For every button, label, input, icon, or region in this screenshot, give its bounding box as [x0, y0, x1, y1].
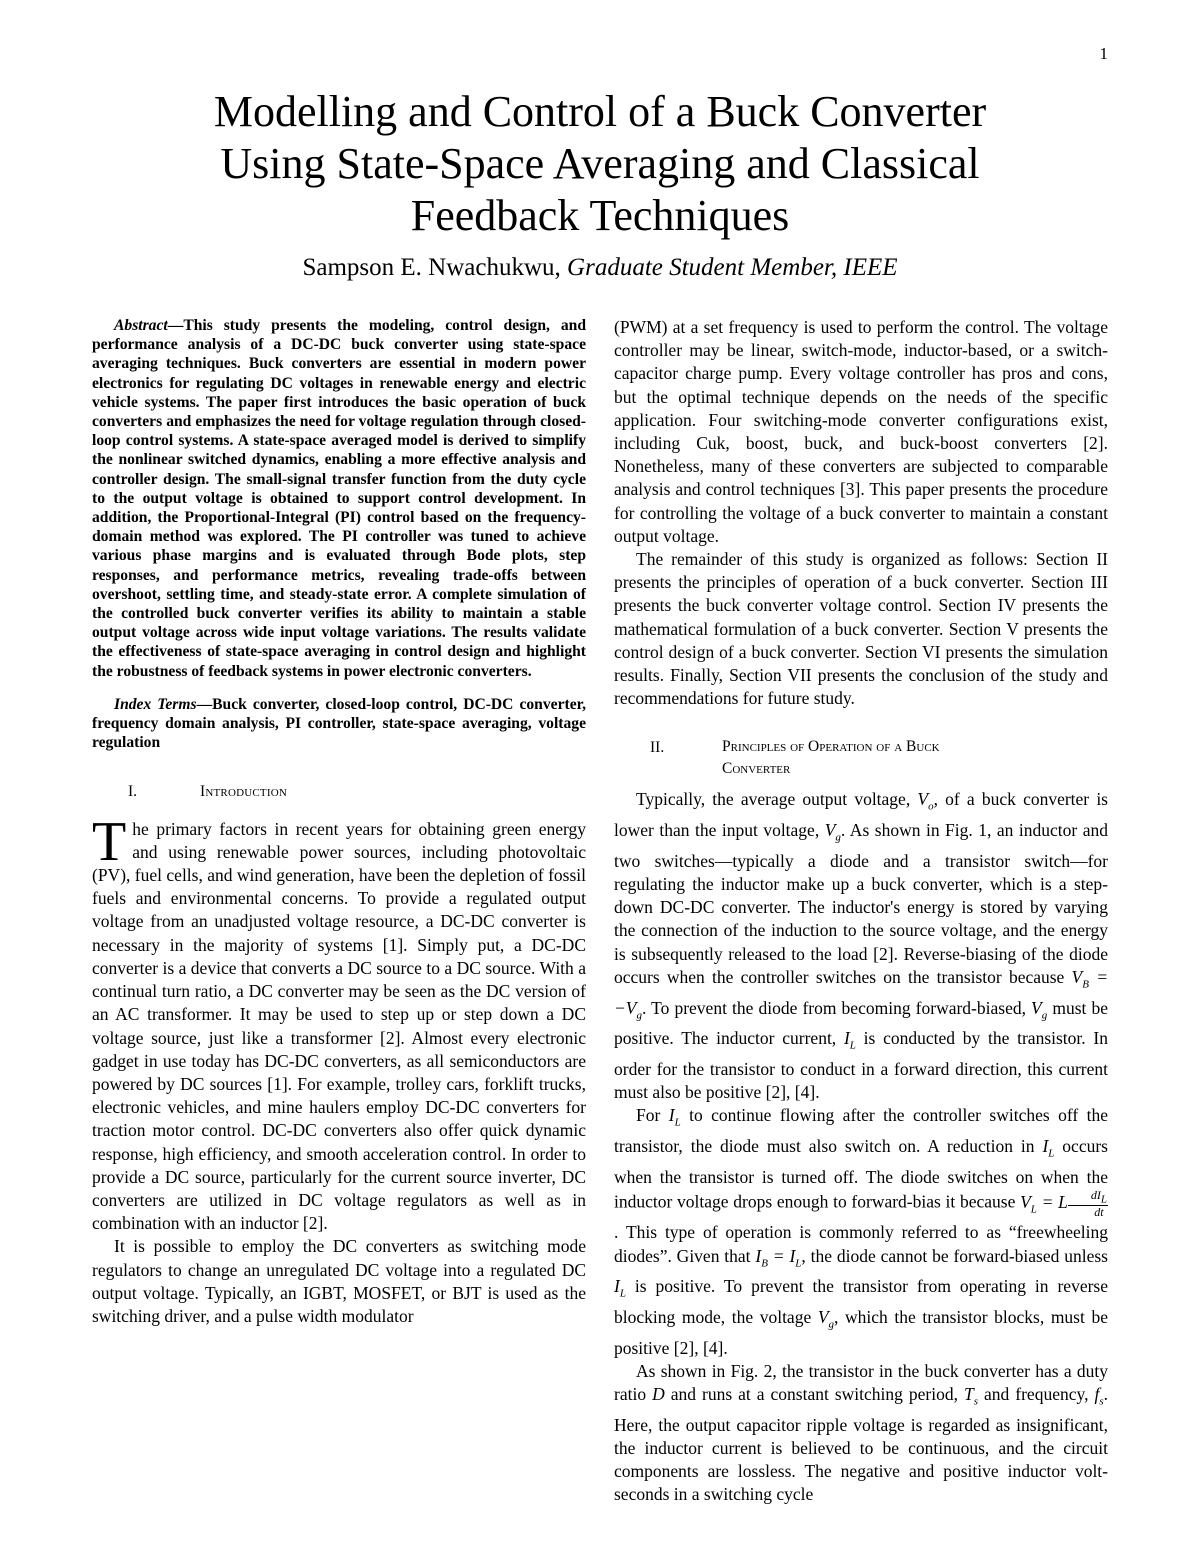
section-heading-principles: [650, 736, 1108, 780]
paper-title: [90, 86, 1110, 242]
abstract-text: —This study presents the modeling, control design, and performance analysis of a DC-DC buck converter using state-space averaging techniques. Buck converters are essential in modern power electronics for regulating DC voltages in renewable energy and electric vehicle systems. The paper first introduces the basic operation of buck converters and emphasizes the need for voltage regulation through closed-loop control systems. A state-space averaged model is derived to simplify the nonlinear switched dynamics, enabling a more effective analysis and controller design. The small-signal transfer function from the duty cycle to the output voltage is obtained to support control development. In addition, the Proportional-Integral (PI) control based on the frequency-domain method was explored. The PI controller was tuned to achieve various phase margins and is evaluated through Bode plots, step responses, and performance metrics, revealing trade-offs between overshoot, settling time, and steady-state error. A complete simulation of the controlled buck converter verifies its ability to maintain a stable output voltage across wide input voltage variations. The results validate the effectiveness of state-space averaging in control design and highlight the robustness of feedback systems in power electronic converters.: [92, 317, 586, 680]
page-number: 1: [1099, 44, 1108, 63]
math-ib-eq: $I_B = I_L$: [755, 1245, 802, 1270]
math-vb-eq: $V_B = -V_g$: [614, 966, 1109, 1022]
index-terms: [92, 695, 586, 753]
title-line: Modelling and Control of a Buck Converter: [213, 87, 987, 136]
author-affiliation: Graduate Student Member, IEEE: [567, 254, 898, 281]
text-run: to continue flowing after the controller switches off the transistor, the diode must also switch on. A reduction in: [614, 1105, 1108, 1157]
section-number: I.: [128, 783, 138, 801]
index-terms-text: —Buck converter, closed-loop control, DC-DC converter, frequency domain analysis, PI controller, state-space averaging, voltage regulation: [92, 695, 586, 752]
text-run: . Here, the output capacitor ripple voltage is regarded as insignificant, the inductor current is believed to be continuous, and the circuit components are lossless. The negative and positive inductor volt-seconds in a switching cycle: [614, 1384, 1108, 1505]
text-run: is conducted by the transistor. In order for the transistor to conduct in a forward direction, this current must also be positive [2], [4].: [614, 1028, 1108, 1103]
principles-paragraph-2: [614, 1104, 1108, 1360]
text-run: As shown in Fig. 2, the transistor in the buck converter has a duty ratio: [614, 1360, 1108, 1405]
section-heading-intro: [128, 780, 586, 803]
section-title-line: Converter: [722, 760, 791, 778]
intro-paragraph-1: [92, 810, 586, 1236]
text-run: is positive. To prevent the transistor from operating in reverse blocking mode, the voltage: [614, 1276, 1108, 1328]
math-d: D: [652, 1384, 665, 1405]
math-vo: $V_o$: [917, 789, 934, 813]
intro-paragraph-1-text: he primary factors in recent years for obtaining green energy and using renewable power sources, including photovoltaic (PV), fuel cells, and wind generation, have been the depletion of fossil fuels and environmental concerns. To provide a regulated output voltage from an unadjusted voltage resource, a DC-DC converter is necessary in the majority of systems [1]. Simply put, a DC-DC converter is a device that converts a DC source to a DC source. With a continual turn ratio, a DC converter may be seen as the DC version of an AC transformer. It may be used to step up or step down a DC voltage source, just like a transformer [2]. Almost every electronic gadget in use today has DC-DC converters, as all semiconductors are powered by DC sources [1]. For example, trolley cars, forklift trucks, electronic vehicles, and mine haulers employ DC-DC converters for traction motor control. DC-DC converters also offer quick dynamic response, high efficiency, and smooth acceleration control. In order to provide a DC source, particularly for the current source inverter, DC converters are utilized in DC voltage regulators as well as in combination with an inductor [2].: [92, 818, 586, 1234]
text-run: , of a buck converter is lower than the input voltage,: [614, 789, 1108, 841]
text-run: , the diode cannot be forward-biased unless: [801, 1245, 1108, 1266]
text-run: Typically, the average output voltage,: [636, 789, 918, 810]
section-title-line: Principles of Operation of a Buck: [722, 738, 940, 756]
text-run: must be positive. The inductor current,: [614, 997, 1108, 1049]
math-fs: $f_s$: [1094, 1384, 1104, 1408]
math-vg: $V_g$: [824, 820, 841, 844]
principles-paragraph-1: [614, 788, 1108, 1104]
intro-paragraph-3: The remainder of this study is organized as follows: Section II presents the principles of operation of a buck converter. Section III presents the buck converter voltage control. Section IV presents the mathematical formulation of a buck converter. Section V presents the control design of a buck converter. Section VI presents the simulation results. Finally, Section VII presents the conclusion of the study and recommendations for future study.: [614, 549, 1108, 709]
section-number: II.: [650, 739, 665, 757]
math-il: $I_L$: [1042, 1136, 1055, 1160]
section-title: [722, 736, 940, 780]
text-run: . As shown in Fig. 1, an inductor and two switches—typically a diode and a transistor switch—for regulating the inductor make up a buck converter, which is a step-down DC-DC converter. The inductor's energy is stored by varying the connection of the induction to the source voltage, and the energy is subsequently released to the load [2]. Reverse-biasing of the diode occurs when the controller switches on the transistor because: [614, 820, 1108, 987]
author-line: [90, 254, 1110, 282]
math-vg: $V_g$: [817, 1307, 835, 1331]
section-title: Introduction: [200, 783, 288, 801]
text-run: occurs when the transistor is turned off. The diode switches on when the inductor voltage drops enough to forward-bias it because: [614, 1136, 1108, 1212]
abstract: [92, 316, 586, 681]
right-column: [614, 316, 1108, 1507]
author-name: Sampson E. Nwachukwu,: [302, 254, 568, 281]
text-run: . To prevent the diode from becoming forward-biased,: [642, 997, 1032, 1018]
math-il: $I_L$: [668, 1105, 681, 1129]
abstract-label: Abstract: [114, 317, 168, 334]
left-column: [92, 316, 586, 1328]
text-run: . This type of operation is commonly referred to as “freewheeling diodes”. Given that: [614, 1222, 1108, 1266]
math-il: $I_L$: [614, 1276, 626, 1300]
intro-paragraph-2-continued: (PWM) at a set frequency is used to perform the control. The voltage controller may be linear, switch-mode, inductor-based, or a switch-capacitor charge pump. Every voltage controller has pros and cons, but the optimal technique depends on the needs of the specific application. Four switching-mode converter configurations exist, including Cuk, boost, buck, and buck-boost converters [2]. Nonetheless, many of these converters are subjected to comparable analysis and control techniques [3]. This paper presents the procedure for controlling the voltage of a buck converter to maintain a constant output voltage.: [614, 317, 1108, 546]
index-terms-label: Index Terms: [114, 695, 197, 713]
fraction-dil-dt: $\frac{dI_L}{dt}$: [1068, 1189, 1108, 1218]
math-vg: $V_g$: [1031, 997, 1048, 1022]
text-run: , which the transistor blocks, must be positive [2], [4].: [614, 1307, 1108, 1358]
text-run: For: [636, 1105, 669, 1126]
title-line: Feedback Techniques: [410, 191, 790, 240]
math-il: $I_L$: [843, 1028, 856, 1052]
intro-paragraph-2: It is possible to employ the DC converters as switching mode regulators to change an unregulated DC voltage into a regulated DC output voltage. Typically, an IGBT, MOSFET, or BJT is used as the switching driver, and a pulse width modulator: [92, 1236, 586, 1326]
text-run: and runs at a constant switching period,: [664, 1384, 964, 1405]
drop-cap: T: [92, 810, 127, 873]
text-run: and frequency,: [978, 1384, 1095, 1405]
principles-paragraph-3: [614, 1360, 1108, 1507]
math-vl-eq: $V_L = L$ $\frac{dI_L}{dt}$: [1020, 1188, 1108, 1220]
math-ts: $T_s$: [963, 1384, 978, 1408]
title-line: Using State-Space Averaging and Classical: [220, 139, 980, 188]
